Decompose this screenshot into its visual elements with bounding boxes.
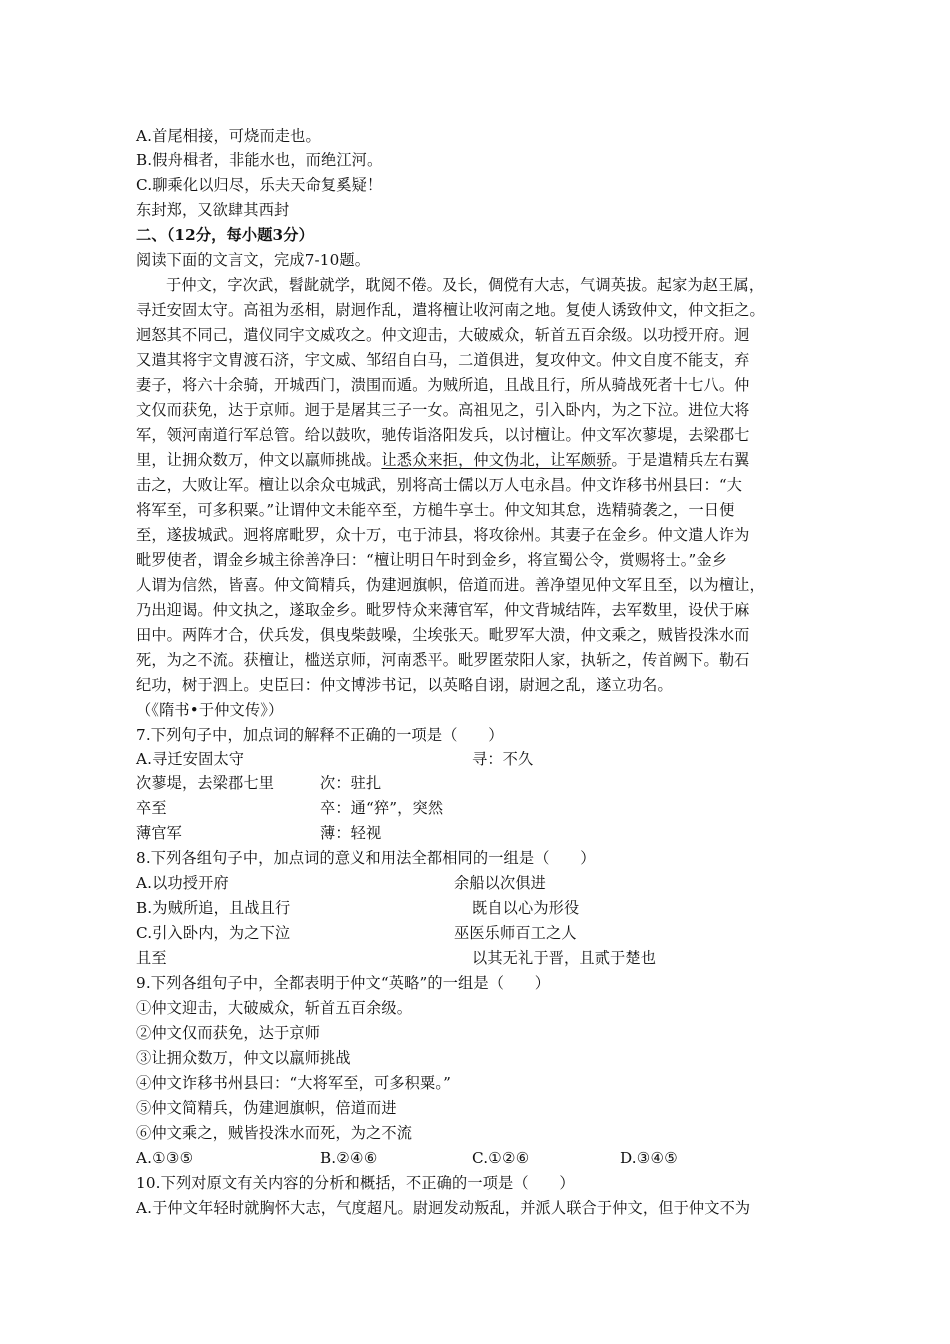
passage-line: 人谓为信然，皆喜。仲文简精兵，伪建迥旗帜，倍道而进。善净望见仲文军且至，以为檀让， xyxy=(136,576,765,594)
item-text: 薄官军 xyxy=(136,824,183,842)
option-c: C.聊乘化以归尽，乐夫天命复奚疑！ xyxy=(136,176,383,194)
passage-line: 妻子，将六十余骑，开城西门，溃围而遁。为贼所追，且战且行，所从骑战死者十七八。仲 xyxy=(136,376,750,394)
question-9-item: ①仲文迎击，大破威众，斩首五百余级。 xyxy=(136,999,413,1017)
item-compare: 余船以次俱进 xyxy=(454,874,547,892)
question-10-stem: 10.下列对原文有关内容的分析和概括，不正确的一项是（ ） xyxy=(136,1174,575,1192)
question-9-stem: 9.下列各组句子中，全都表明于仲文“英略”的一组是（ ） xyxy=(136,974,551,992)
passage-line: 文仅而获免，达于京师。迥于是屠其三子一女。高祖见之，引入卧内，为之下泣。进位大将 xyxy=(136,401,750,419)
option-b: B.假舟楫者，非能水也，而绝江河。 xyxy=(136,151,383,169)
choice-a: A.①③⑤ xyxy=(136,1149,194,1167)
question-9-item: ③让拥众数万，仲文以羸师挑战 xyxy=(136,1049,351,1067)
item-compare: 既自以心为形役 xyxy=(472,899,580,917)
item-gloss: 寻：不久 xyxy=(472,750,534,768)
question-9-item: ⑥仲文乘之，贼皆投洙水而死，为之不流 xyxy=(136,1124,413,1142)
item-text: A.寻迁安固太守 xyxy=(136,750,245,768)
question-7-stem: 7.下列句子中，加点词的解释不正确的一项是（ ） xyxy=(136,726,504,744)
question-8-item xyxy=(136,871,547,895)
question-9-item: ④仲文诈移书州县曰：“大将军至，可多积粟。” xyxy=(136,1074,451,1092)
passage-line: 纪功，树于泗上。史臣曰：仲文博涉书记，以英略自诩，尉迥之乱，遂立功名。 xyxy=(136,676,673,694)
section-heading: 二、（12分，每小题3分） xyxy=(136,226,314,244)
section-intro: 阅读下面的文言文，完成7-10题。 xyxy=(136,251,371,269)
option-d: 东封郑，又欲肆其西封 xyxy=(136,201,290,219)
question-7-item xyxy=(136,771,382,795)
item-gloss: 薄：轻视 xyxy=(320,824,382,842)
question-8-item xyxy=(136,946,657,970)
passage-line: 击之，大败让军。檀让以余众屯城武，别将高士儒以万人屯永昌。仲文诈移书州县曰：“大 xyxy=(136,476,743,494)
item-compare: 以其无礼于晋，且贰于楚也 xyxy=(472,949,657,967)
item-text: C.引入卧内，为之下泣 xyxy=(136,924,291,942)
question-9-item: ②仲文仅而获免，达于京师 xyxy=(136,1024,321,1042)
question-7-item xyxy=(136,747,534,771)
question-8-item xyxy=(136,921,577,945)
choice-d: D.③④⑤ xyxy=(620,1149,679,1167)
passage-line: 田中。两阵才合，伏兵发，俱曳柴鼓噪，尘埃张天。毗罗军大溃，仲文乘之，贼皆投洙水而 xyxy=(136,626,750,644)
passage-line: 军，领河南道行军总管。给以鼓吹，驰传诣洛阳发兵，以讨檀让。仲文军次蓼堤，去梁郡七 xyxy=(136,426,750,444)
underlined-sentence: 让悉众来拒，仲文伪北，让军颇骄 xyxy=(381,451,612,469)
passage-line: 死，为之不流。获檀让，槛送京师，河南悉平。毗罗匿荥阳人家，执斩之，传首阙下。勒石 xyxy=(136,651,750,669)
passage-line: 迥怒其不同己，遣仪同宇文威攻之。仲文迎击，大破威众，斩首五百余级。以功授开府。迥 xyxy=(136,326,750,344)
item-gloss: 次：驻扎 xyxy=(320,774,382,792)
question-7-item xyxy=(136,821,382,845)
passage-line: 将军至，可多积粟。”让谓仲文未能卒至，方槌牛享士。仲文知其怠，选精骑袭之，一日便 xyxy=(136,501,735,519)
choice-b: B.②④⑥ xyxy=(320,1149,378,1167)
passage-line: 于仲文，字次武，髫龀就学，耽阅不倦。及长，倜傥有大志，气调英拔。起家为赵王属， xyxy=(166,276,765,294)
passage-line: 寻迁安固太守。高祖为丞相，尉迥作乱，遣将檀让收河南之地。复使人诱致仲文，仲文拒之。 xyxy=(136,301,765,319)
passage-segment: 。于是遣精兵左右翼 xyxy=(611,451,750,469)
item-compare: 巫医乐师百工之人 xyxy=(454,924,577,942)
passage-segment: 里，让拥众数万，仲文以羸师挑战。 xyxy=(136,451,382,469)
passage-line: 毗罗使者，谓金乡城主徐善净曰：“檀让明日午时到金乡，将宣蜀公令，赏赐将士。”金乡 xyxy=(136,551,728,569)
question-9-item: ⑤仲文简精兵，伪建迥旗帜，倍道而进 xyxy=(136,1099,397,1117)
question-9-choices xyxy=(136,1146,679,1170)
question-8-item xyxy=(136,896,580,920)
question-8-stem: 8.下列各组句子中，加点词的意义和用法全都相同的一组是（ ） xyxy=(136,849,596,867)
passage-line: 至，遂拔城武。迥将席毗罗，众十万，屯于沛县，将攻徐州。其妻子在金乡。仲文遣人诈为 xyxy=(136,526,750,544)
option-a: A.首尾相接，可烧而走也。 xyxy=(136,127,321,145)
item-text: 卒至 xyxy=(136,799,167,817)
passage-line xyxy=(136,448,750,472)
question-7-item xyxy=(136,796,444,820)
passage-line: 乃出迎谒。仲文执之，遂取金乡。毗罗恃众来薄官军，仲文背城结阵，去军数里，设伏于麻 xyxy=(136,601,750,619)
passage-source: （《隋书•于仲文传》） xyxy=(136,701,284,719)
item-text: B.为贼所追，且战且行 xyxy=(136,899,291,917)
item-text: 且至 xyxy=(136,949,167,967)
passage-line: 又遣其将宇文胄渡石济，宇文威、邹绍自白马，二道俱进，复攻仲文。仲文自度不能支，弃 xyxy=(136,351,750,369)
choice-c: C.①②⑥ xyxy=(472,1149,530,1167)
item-text: A.以功授开府 xyxy=(136,874,229,892)
item-text: 次蓼堤，去梁郡七里 xyxy=(136,774,275,792)
item-gloss: 卒：通“猝”，突然 xyxy=(320,799,444,817)
question-10-item: A.于仲文年轻时就胸怀大志，气度超凡。尉迥发动叛乱，并派人联合于仲文，但于仲文不为 xyxy=(136,1199,751,1217)
